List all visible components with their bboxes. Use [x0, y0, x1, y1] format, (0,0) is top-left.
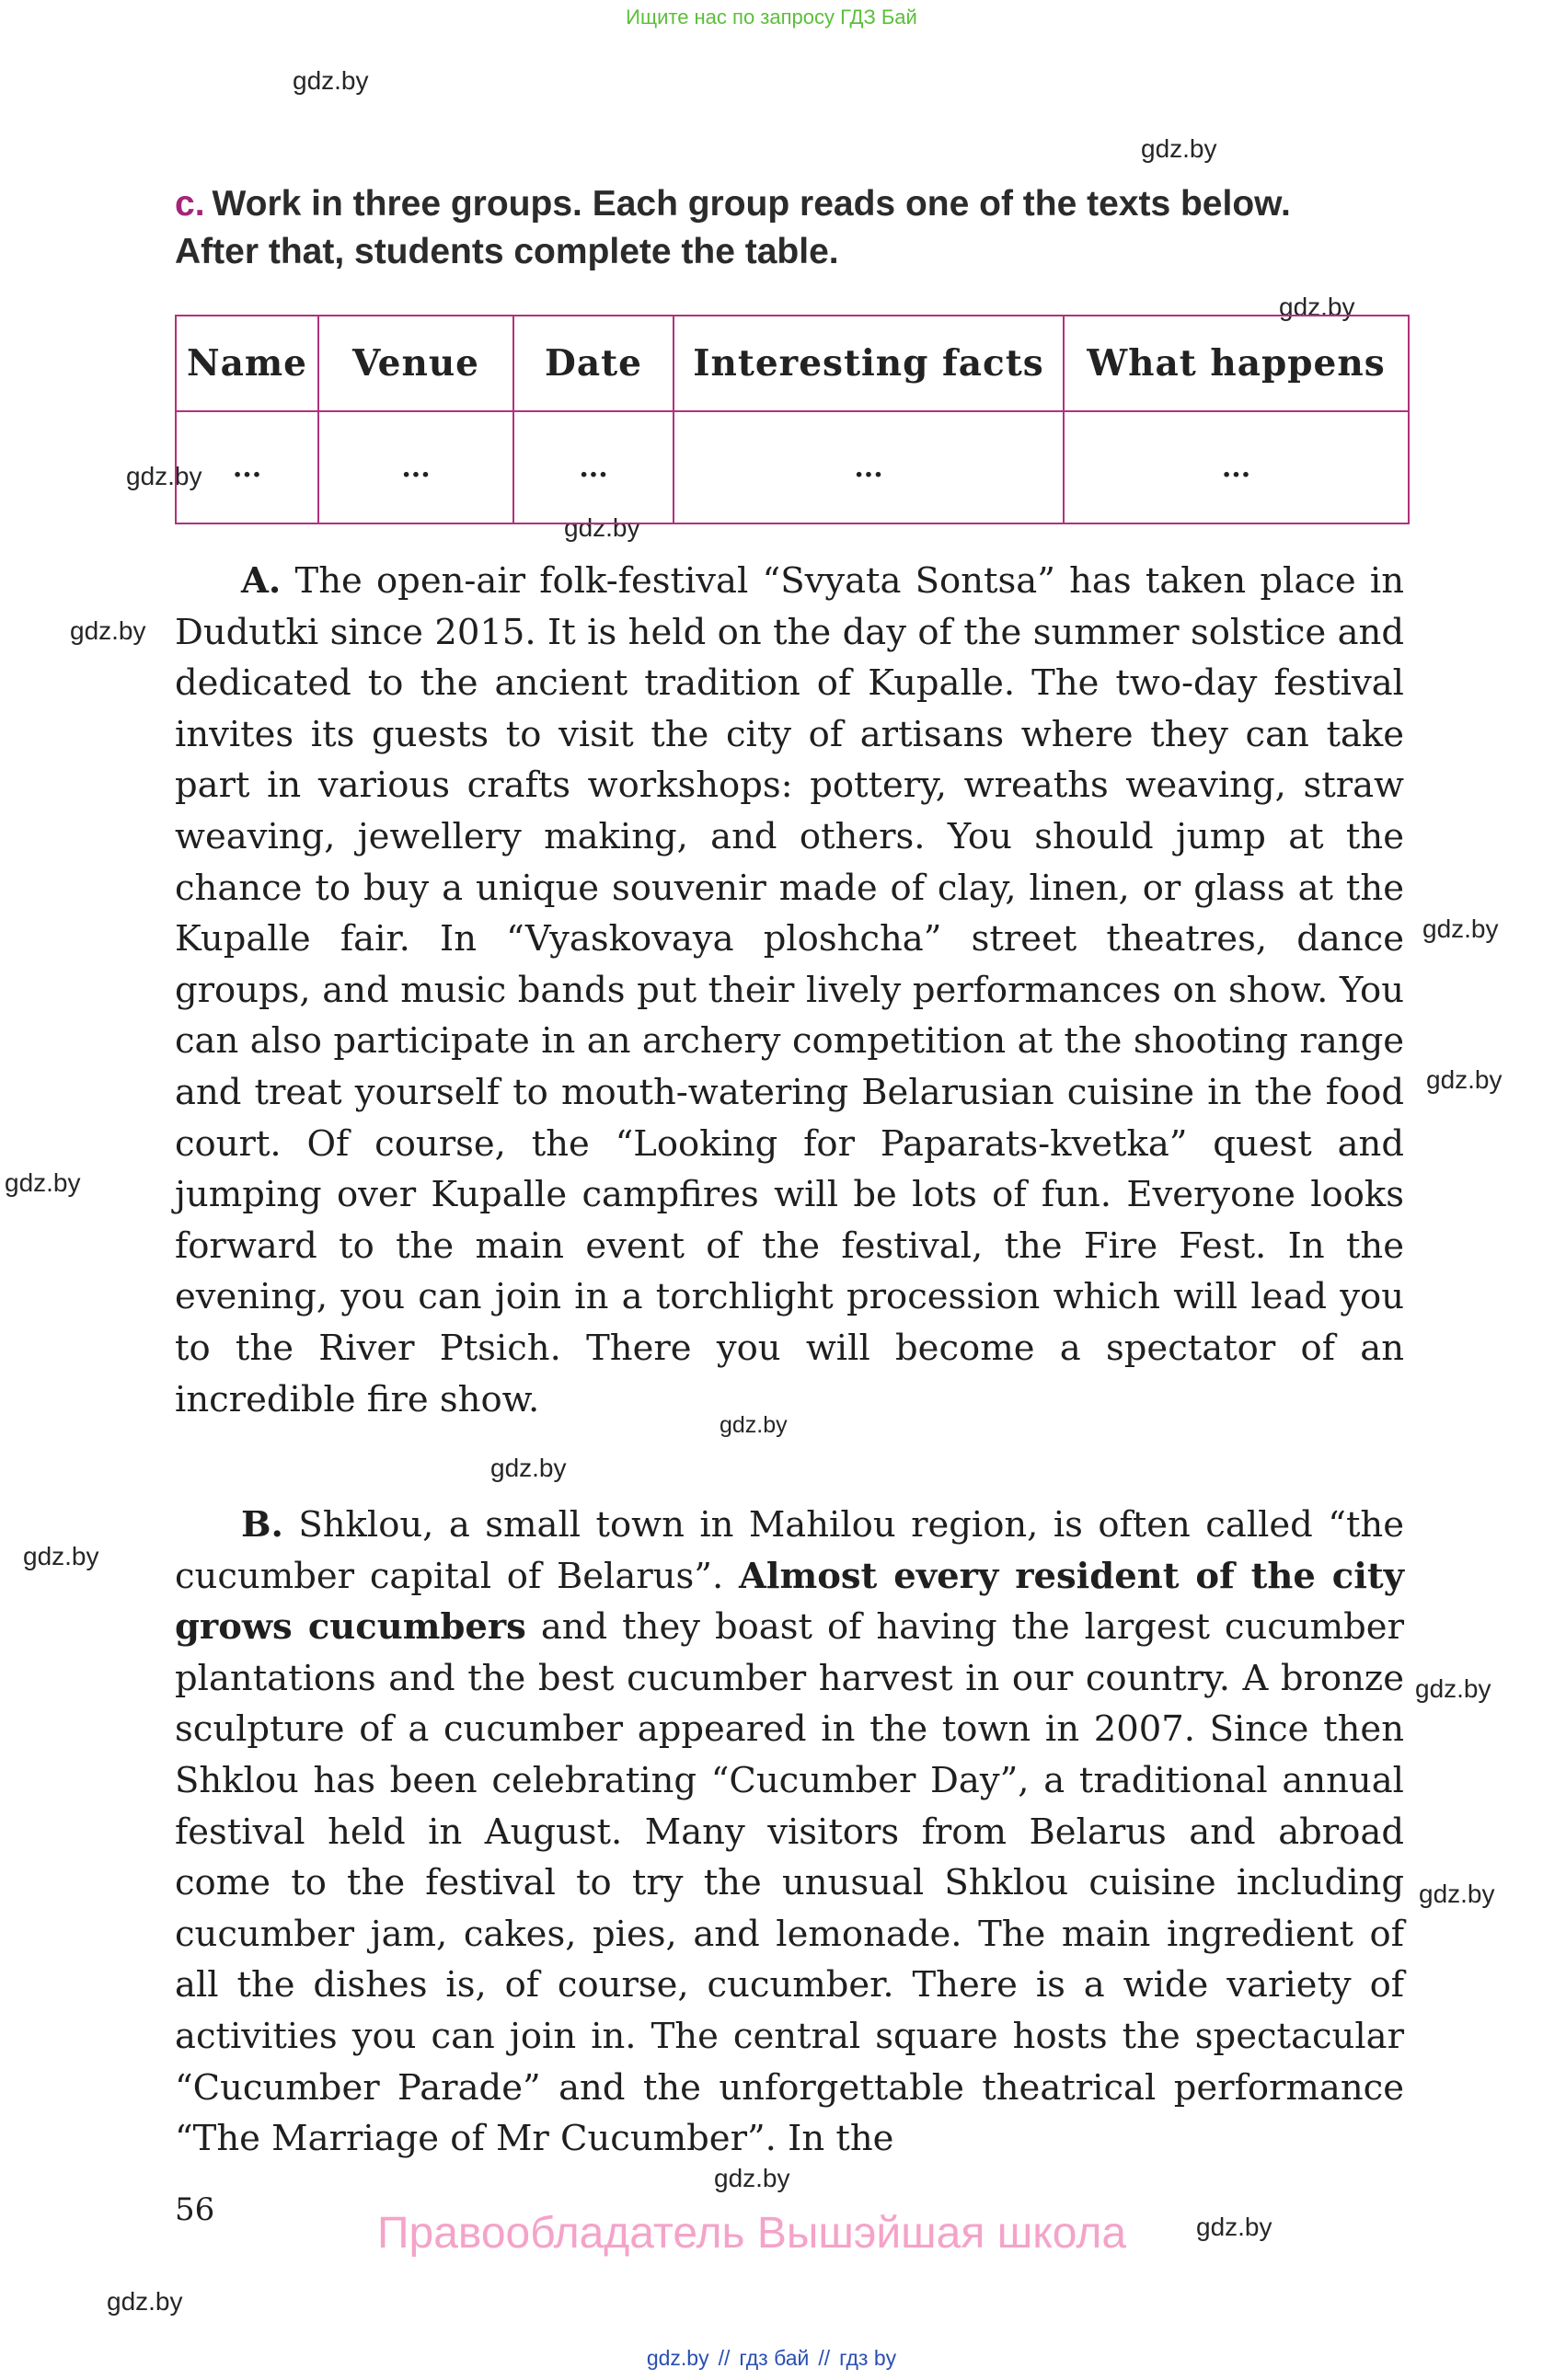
- watermark: gdz.by: [720, 1412, 788, 1438]
- top-banner[interactable]: Ищите нас по запросу ГДЗ Бай: [626, 6, 917, 29]
- watermark: gdz.by: [126, 462, 202, 490]
- watermark: gdz.by: [1196, 2213, 1272, 2241]
- passage-b-text-bold: Almost every resident of the city grows cucumbers: [175, 1555, 1404, 1649]
- passage-a-text: The open-air folk-festival “Svyata Sontsa” has taken place in Dudutki since 2015. It is held on the day of the summer solstice and dedicated to the ancient tradition of Kupalle. The two-day festival invites its guests to visit the city of artisans where they can take part in various crafts workshops: pottery, wreaths weaving, straw weaving, jewellery making, and others. You should jump at the chance to buy a unique souvenir made of clay, linen, or glass at the Kupalle fair. In “Vyaskovaya ploshcha” street theatres, dance groups, and music bands put their lively performances on show. You can also participate in an archery competition at the shooting range and treat yourself to mouth-watering Belarusian cuisine in the food court. Of course, the “Looking for Paparats-kvetka” quest and jumping over Kupalle campfires will be lots of fun. Everyone looks forward to the main event of the festival, the Fire Fest. In the evening, you can join in a torchlight procession which will lead you to the River Ptsich. There you will become a spectator of an incredible fire show.: [175, 560, 1404, 1420]
- bottom-links: [0, 2346, 1543, 2371]
- watermark: gdz.by: [23, 1542, 99, 1570]
- page-number: 56: [175, 2191, 215, 2228]
- watermark: gdz.by: [1415, 1674, 1491, 1703]
- header-date: Date: [513, 316, 674, 411]
- header-what-happens: What happens: [1064, 316, 1409, 411]
- link-separator: //: [718, 2346, 731, 2370]
- watermark: gdz.by: [714, 2164, 790, 2192]
- passage-b-text-after: and they boast of having the largest cucumber plantations and the best cucumber harvest in our country. A bronze sculpture of a cucumber appeared in the town in 2007. Since then Shklou has been celebrating “Cucumber Day”, a traditional annual festival held in August. Many visitors from Belarus and abroad come to the festival to try the unusual Shklou cuisine including cucumber jam, cakes, pies, and lemonade. The main ingredient of all the dishes is, of course, cucumber. There is a wide variety of activities you can join in. The central square hosts the spectacular “Cucumber Parade” and the unforgettable theatrical performance “The Marriage of Mr Cucumber”. In the: [175, 1606, 1404, 2160]
- festival-table: [175, 315, 1410, 524]
- table-header-row: [176, 316, 1409, 411]
- passage-a-label: A.: [241, 560, 282, 602]
- cell-date: ...: [513, 411, 674, 523]
- watermark: gdz.by: [70, 616, 146, 645]
- cell-name: ...: [176, 411, 318, 523]
- cell-interesting-facts: ...: [674, 411, 1064, 523]
- task-instruction: [175, 180, 1408, 276]
- cell-what-happens: ...: [1064, 411, 1409, 523]
- task-letter: c.: [175, 184, 205, 224]
- cell-venue: ...: [318, 411, 513, 523]
- watermark: gdz.by: [564, 513, 640, 542]
- header-interesting-facts: Interesting facts: [674, 316, 1064, 411]
- watermark: gdz.by: [1141, 134, 1217, 163]
- passage-b: [175, 1500, 1404, 2165]
- header-name: Name: [176, 316, 318, 411]
- task-text-line1: Work in three groups. Each group reads one of the texts below.: [212, 184, 1291, 224]
- passage-b-label: B.: [241, 1504, 283, 1546]
- watermark: gdz.by: [1419, 1880, 1495, 1908]
- task-text-line2: After that, students complete the table.: [175, 232, 839, 271]
- rights-holder: Правообладатель Вышэйшая школа: [377, 2209, 1127, 2258]
- watermark: gdz.by: [107, 2287, 183, 2316]
- header-venue: Venue: [318, 316, 513, 411]
- bottom-link-gdz-by-alt[interactable]: гдз by: [839, 2346, 897, 2370]
- bottom-link-gdz-bai[interactable]: гдз бай: [739, 2346, 810, 2370]
- watermark: gdz.by: [1426, 1065, 1503, 1094]
- watermark: gdz.by: [293, 66, 369, 95]
- watermark: gdz.by: [1422, 914, 1499, 943]
- watermark: gdz.by: [1279, 293, 1355, 321]
- watermark: gdz.by: [5, 1168, 81, 1197]
- link-separator: //: [818, 2346, 831, 2370]
- passage-a: [175, 556, 1404, 1425]
- table-row: [176, 411, 1409, 523]
- passage-b-text-before: Shklou, a small town in Mahilou region, is often called “the cucumber capital of Belarus”.: [175, 1504, 1404, 1597]
- watermark: gdz.by: [490, 1454, 567, 1482]
- bottom-link-gdz-by[interactable]: gdz.by: [646, 2346, 709, 2370]
